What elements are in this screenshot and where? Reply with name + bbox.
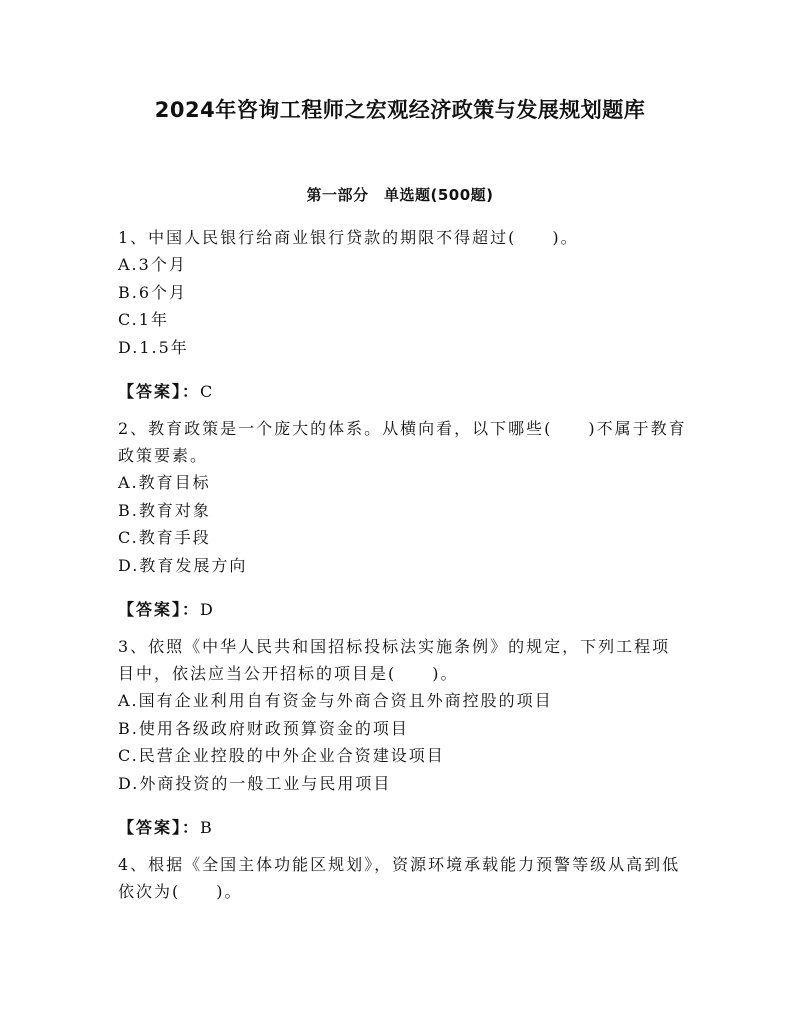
answer-label: 【答案】：	[118, 818, 201, 837]
question-stem: 4、根据《全国主体功能区规划》，资源环境承载能力预警等级从高到低依次为( )。	[118, 855, 681, 901]
question-1	[118, 224, 688, 405]
option-d: D.教育发展方向	[118, 555, 248, 575]
answer-line	[118, 814, 688, 841]
section-title: 第一部分 单选题(500题)	[306, 186, 494, 204]
option-a: A.国有企业利用自有资金与外商合资且外商控股的项目	[118, 691, 553, 710]
option-c: C.1年	[118, 310, 169, 329]
option-d: D.1.5年	[118, 337, 189, 357]
answer-line	[118, 378, 688, 405]
option-b: B.使用各级政府财政预算资金的项目	[118, 718, 409, 738]
option-d: D.外商投资的一般工业与民用项目	[118, 773, 392, 793]
option-b: B.6个月	[118, 282, 188, 302]
question-stem: 2、教育政策是一个庞大的体系。从横向看，以下哪些( )不属于教育政策要素。	[118, 419, 687, 465]
answer-value: C	[200, 382, 215, 401]
question-stem: 3、依照《中华人民共和国招标投标法实施条例》的规定，下列工程项目中，依法应当公开招标的项目是( )。	[118, 637, 671, 683]
answer-value: B	[200, 818, 214, 837]
answer-line	[118, 596, 688, 623]
answer-label: 【答案】：	[118, 382, 201, 401]
question-stem: 1、中国人民银行给商业银行贷款的期限不得超过( )。	[118, 228, 579, 247]
option-b: B.教育对象	[118, 500, 211, 520]
option-a: A.教育目标	[118, 473, 211, 492]
question-4	[118, 851, 688, 905]
answer-value: D	[200, 600, 215, 619]
option-c: C.教育手段	[118, 528, 211, 547]
answer-label: 【答案】：	[118, 600, 201, 619]
option-c: C.民营企业控股的中外企业合资建设项目	[118, 746, 445, 765]
document-title: 2024年咨询工程师之宏观经济政策与发展规划题库	[154, 98, 646, 122]
question-list	[118, 224, 688, 905]
question-3	[118, 633, 688, 841]
option-a: A.3个月	[118, 255, 187, 274]
question-2	[118, 415, 688, 623]
